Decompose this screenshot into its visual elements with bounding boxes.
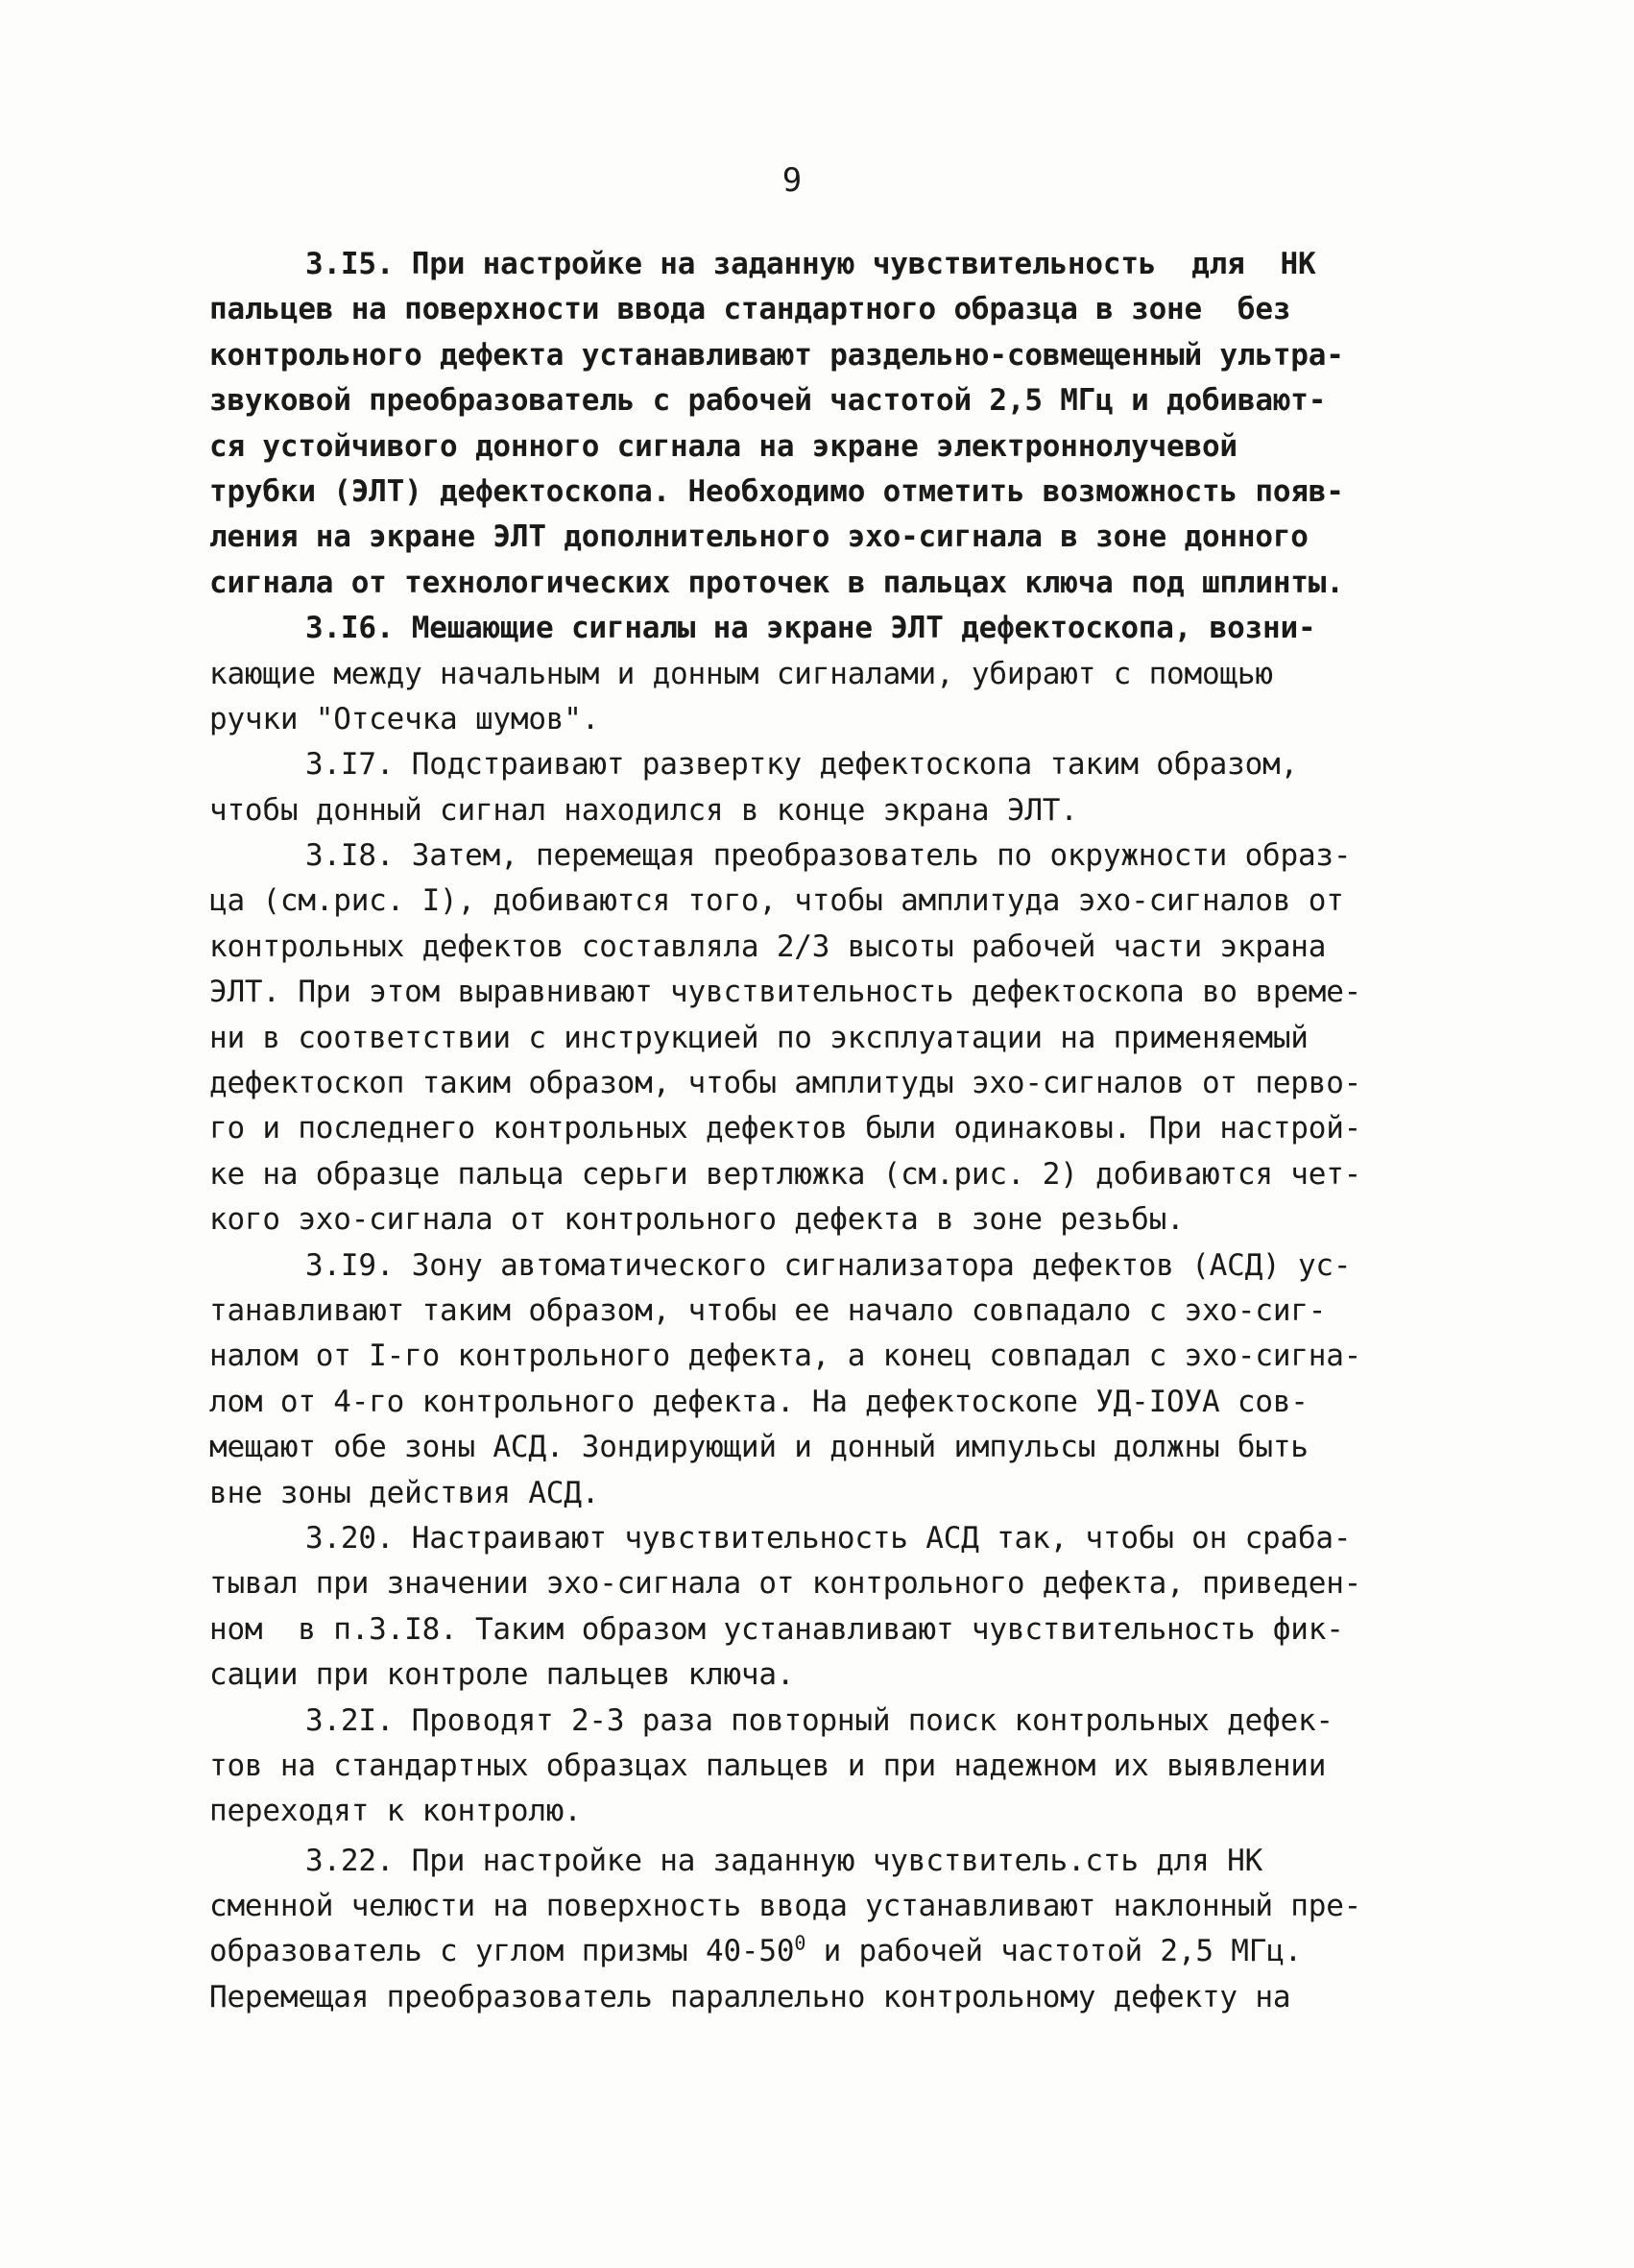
text-line-18: ни в соответствии с инструкцией по эксплуатации на применяемый: [209, 1020, 1309, 1055]
text-line-11: ручки "Отсечка шумов".: [209, 701, 600, 736]
page-number: 9: [781, 161, 803, 200]
text-line-30: тывал при значении эхо-сигнала от контрольного дефекта, приведен-: [209, 1566, 1362, 1602]
text-line-24: танавливают таким образом, чтобы ее начало совпадало с эхо-сиг-: [209, 1292, 1327, 1328]
body-text: [209, 242, 1457, 2020]
text-line-13: чтобы донный сигнал находился в конце экрана ЭЛТ.: [209, 792, 1078, 828]
text-line-31: ном в п.3.I8. Таким образом устанавливают чувствительность фик-: [209, 1611, 1344, 1647]
text-line-29: 3.20. Настраивают чувствительность АСД так, чтобы он сраба-: [305, 1520, 1352, 1556]
text-line-23: 3.I9. Зону автоматического сигнализатора дефектов (АСД) ус-: [305, 1247, 1352, 1283]
text-line-4: звуковой преобразователь с рабочей частотой 2,5 МГц и добивают-: [209, 383, 1327, 419]
text-line-14: 3.I8. Затем, перемещая преобразователь по окружности образ-: [305, 838, 1352, 874]
degree-superscript: 0: [794, 1932, 806, 1956]
text-line-12: 3.I7. Подстраивают развертку дефектоскопа таким образом,: [305, 747, 1298, 783]
text-line-37: сменной челюсти на поверхность ввода устанавливают наклонный пре-: [209, 1889, 1362, 1924]
text-line-9: 3.I6. Мешающие сигналы на экране ЭЛТ дефектоскопа, возни-: [305, 611, 1316, 646]
text-line-22: кого эхо-сигнала от контрольного дефекта в зоне резьбы.: [209, 1202, 1185, 1238]
text-line-19: дефектоскоп таким образом, чтобы амплитуды эхо-сигналов от перво-: [209, 1066, 1362, 1101]
text-line-32: сации при контроле пальцев ключа.: [209, 1657, 795, 1693]
text-line-38-head: образователь с углом призмы 40-50: [209, 1934, 795, 1969]
text-line-26: лом от 4-го контрольного дефекта. На дефектоскопе УД-IОУА сов-: [209, 1384, 1309, 1419]
text-line-21: ке на образце пальца серьги вертлюжка (см.рис. 2) добиваются чет-: [209, 1156, 1362, 1192]
text-line-8: сигнала от технологических проточек в пальцах ключа под шплинты.: [209, 565, 1344, 600]
text-line-5: ся устойчивого донного сигнала на экране электроннолучевой: [209, 428, 1238, 464]
text-line-25: налом от I-го контрольного дефекта, а конец совпадал с эхо-сигна-: [209, 1339, 1362, 1374]
text-line-36: 3.22. При настройке на заданную чувствитель.сть для НК: [305, 1843, 1263, 1878]
text-line-7: ления на экране ЭЛТ дополнительного эхо-сигнала в зоне донного: [209, 519, 1309, 555]
text-line-28: вне зоны действия АСД.: [209, 1475, 600, 1510]
text-line-35: переходят к контролю.: [209, 1794, 582, 1829]
text-line-1: 3.I5. При настройке на заданную чувствительность для НК: [305, 247, 1316, 281]
text-line-38-tail: и рабочей частотой 2,5 МГц.: [805, 1934, 1303, 1969]
text-line-3: контрольного дефекта устанавливают раздельно-совмещенный ультра-: [209, 337, 1344, 373]
text-line-10: кающие между начальным и донным сигналами, убирают с помощью: [209, 656, 1273, 691]
text-line-20: го и последнего контрольных дефектов были одинаковы. При настрой-: [209, 1111, 1362, 1146]
text-line-39: Перемещая преобразователь параллельно контрольному дефекту на: [209, 1979, 1291, 2015]
text-line-15: ца (см.рис. I), добиваются того, чтобы амплитуда эхо-сигналов от: [209, 883, 1344, 919]
text-line-6: трубки (ЭЛТ) дефектоскопа. Необходимо отметить возможность появ-: [209, 473, 1344, 509]
text-line-34: тов на стандартных образцах пальцев и при надежном их выявлении: [209, 1748, 1327, 1783]
text-line-2: пальцев на поверхности ввода стандартного образца в зоне без: [209, 292, 1291, 327]
text-line-27: мещают обе зоны АСД. Зондирующий и донный импульсы должны быть: [209, 1430, 1309, 1465]
text-line-38: [209, 1929, 1457, 1974]
text-line-33: 3.2I. Проводят 2-3 раза повторный поиск контрольных дефек-: [305, 1702, 1334, 1738]
text-line-16: контрольных дефектов составляла 2/3 высоты рабочей части экрана: [209, 929, 1327, 964]
text-line-17: ЭЛТ. При этом выравнивают чувствительность дефектоскопа во време-: [209, 975, 1362, 1010]
